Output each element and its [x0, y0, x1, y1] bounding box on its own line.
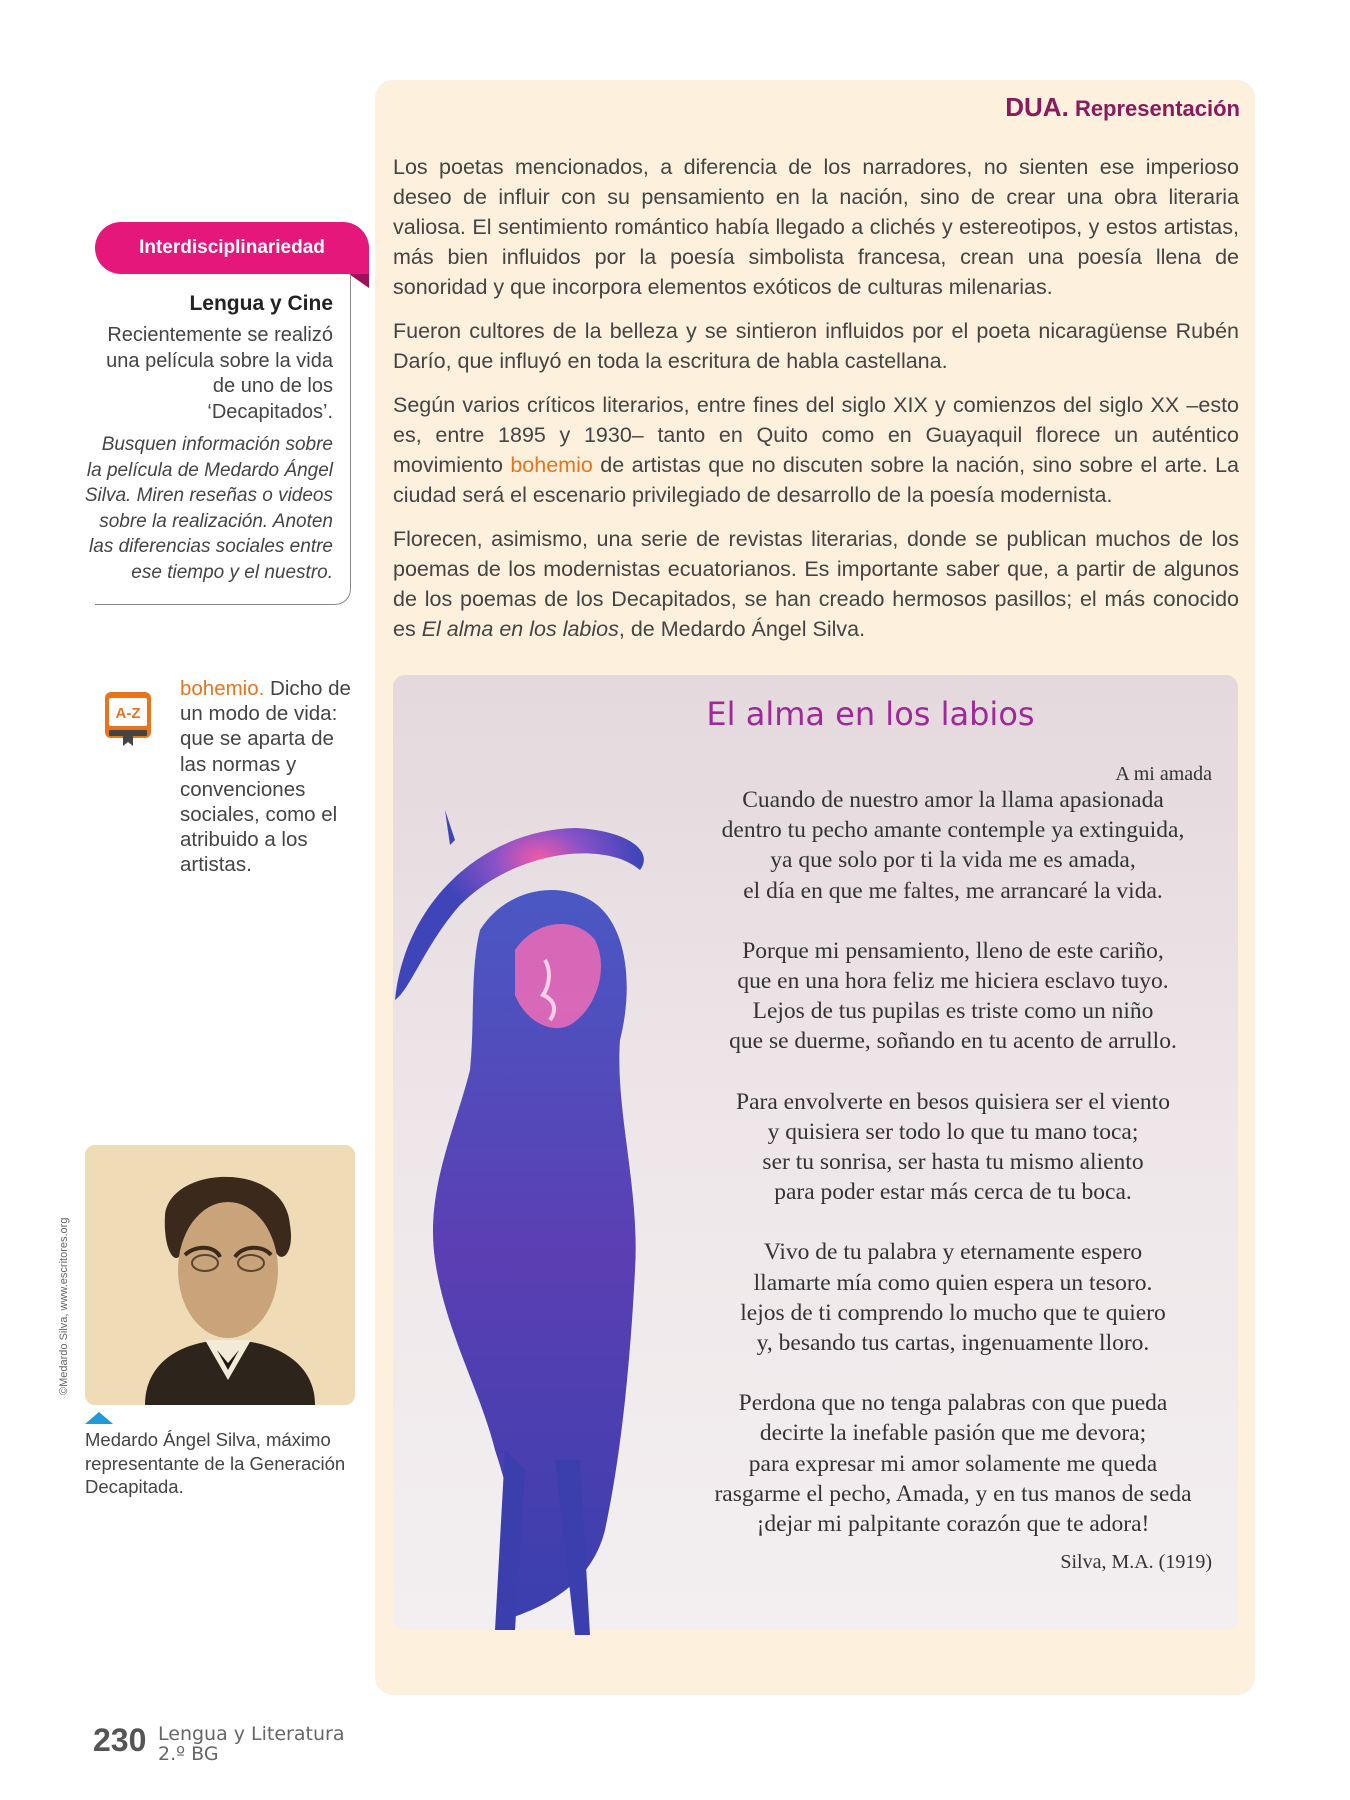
body-text: [393, 152, 1239, 658]
medardo-silva-photo: [85, 1145, 355, 1405]
photo-caption: Medardo Ángel Silva, máximo representante de la Generación Decapitada.: [85, 1429, 346, 1497]
paragraph-4: [393, 524, 1239, 644]
dua-label: [1005, 92, 1240, 123]
poem-stanza: [683, 1087, 1223, 1208]
poem-stanza: [683, 1388, 1223, 1539]
poem-line: para poder estar más cerca de tu boca.: [774, 1179, 1132, 1206]
footer-grade: 2.º BG: [158, 1743, 219, 1765]
poem-line: ser tu sonrisa, ser hasta tu mismo aliento: [762, 1149, 1144, 1176]
poem-line: rasgarme el pecho, Amada, y en tus manos de seda: [714, 1480, 1192, 1507]
poem-line: el día en que me faltes, me arrancaré la vida.: [743, 877, 1163, 904]
dictionary-icon-label: A-Z: [115, 705, 141, 722]
header-fold: [349, 274, 369, 288]
paragraph-3-end: de artistas que no discuten sobre la nación, sino sobre el arte. La ciudad será el escenario privilegiado de desarrollo de la poesía modernista.: [393, 453, 1239, 507]
poem-line: llamarte mía como quien espera un tesoro.: [753, 1269, 1153, 1296]
poem-line: ya que solo por ti la vida me es amada,: [770, 847, 1136, 874]
glossary-term-link[interactable]: bohemio: [510, 453, 593, 477]
dua-prefix: DUA.: [1005, 92, 1069, 122]
footer-subject: [158, 1724, 344, 1764]
poem-line: y quisiera ser todo lo que tu mano toca;: [767, 1118, 1139, 1145]
page-number: 230: [93, 1722, 147, 1758]
poem-stanza: [683, 936, 1223, 1057]
glossary-entry: [100, 676, 360, 878]
paragraph-2: Fueron cultores de la belleza y se sintieron influidos por el poeta nicaragüense Rubén Darío, que influyó en toda la escritura de habla castellana.: [393, 319, 1239, 373]
poem-line: para expresar mi amor solamente me queda: [748, 1450, 1158, 1477]
poem-line: Perdona que no tenga palabras con que pueda: [738, 1390, 1168, 1417]
poem-line: Cuando de nuestro amor la llama apasionada: [742, 787, 1164, 813]
dua-label-text: Representación: [1074, 96, 1240, 121]
paragraph-1: Los poetas mencionados, a diferencia de los narradores, no sienten ese imperioso deseo de influir con su pensamiento en la nación, sino de crear una obra literaria valiosa. El sentimiento romántico había llegado a clichés y estereotipos, y estos artistas, más bien influidos por la poesía simbolista francesa, crean una poesía llena de sonoridad y que incorpora elementos exóticos de culturas milenarias.: [393, 155, 1239, 299]
poem-line: ¡dejar mi palpitante corazón que te adora!: [756, 1511, 1150, 1538]
interdisciplinary-header: Interdisciplinariedad: [95, 222, 369, 274]
poem-line: decirte la inefable pasión que me devora;: [759, 1420, 1147, 1447]
poem-line: que en una hora feliz me hiciera esclavo tuyo.: [737, 968, 1169, 995]
interdisciplinary-subtitle: Lengua y Cine: [189, 292, 333, 315]
poem-line: Lejos de tus pupilas es triste como un niño: [752, 998, 1154, 1025]
glossary-first-line: [100, 676, 360, 878]
paragraph-4-start: Florecen, asimismo, una serie de revistas literarias, donde se publican muchos de los poemas de los modernistas ecuatorianos. Es importante saber que, a partir de algunos de los poemas de los Decapitados, se han creado hermosos pasillos; el más conocido es: [393, 527, 1239, 641]
caption-arrow-icon: [85, 1412, 113, 1424]
couple-umbrella-illustration: [385, 810, 685, 1640]
poem-citation: Silva, M.A. (1919): [1060, 1551, 1212, 1573]
photo-credit: ©Medardo Silva, www.escritores.org: [58, 1217, 70, 1395]
interdisciplinary-text: Recientemente se realizó una película sobre la vida de uno de los ‘Decapitados’.: [106, 324, 333, 423]
paragraph-3: [393, 390, 1239, 510]
paragraph-3-start: Según varios críticos literarios, entre fines del siglo XIX y comienzos del siglo XX –esto es, entre 1895 y 1930– tanto en Quito como en Guayaquil florece un auténtico movimiento: [393, 393, 1239, 477]
poem-line: que se duerme, soñando en tu acento de arrullo.: [729, 1028, 1177, 1055]
poem-title-reference: El alma en los labios: [421, 617, 619, 641]
poem-line: lejos de ti comprendo lo mucho que te quiero: [740, 1299, 1166, 1326]
glossary-term: bohemio.: [180, 677, 265, 700]
paragraph-4-end: , de Medardo Ángel Silva.: [618, 617, 866, 641]
poem-stanza: [683, 785, 1223, 906]
poem-line: Vivo de tu palabra y eternamente espero: [763, 1239, 1143, 1266]
portrait-image: [85, 1145, 355, 1405]
poem-line: Porque mi pensamiento, lleno de este cariño,: [742, 937, 1164, 964]
interdisciplinary-activity: Busquen información sobre la película de Medardo Ángel Silva. Miren reseñas o videos sobre la realización. Anoten las diferencias sociales entre ese tiempo y el nuestro.: [84, 434, 333, 583]
poem-dedication: A mi amada: [1115, 763, 1212, 785]
poem-line: y, besando tus cartas, ingenuamente lloro.: [756, 1330, 1150, 1357]
poem-line: dentro tu pecho amante contemple ya extinguida,: [721, 817, 1185, 844]
footer-subject-name: Lengua y Literatura: [158, 1723, 345, 1745]
poem-text: [683, 785, 1223, 1569]
poem-stanza: [683, 1237, 1223, 1358]
poem-line: Para envolverte en besos quisiera ser el viento: [736, 1088, 1170, 1115]
poem-title: El alma en los labios: [706, 695, 1035, 733]
glossary-definition: Dicho de un modo de vida: que se aparta de las normas y convenciones sociales, como el atribuido a los artistas.: [180, 677, 351, 877]
